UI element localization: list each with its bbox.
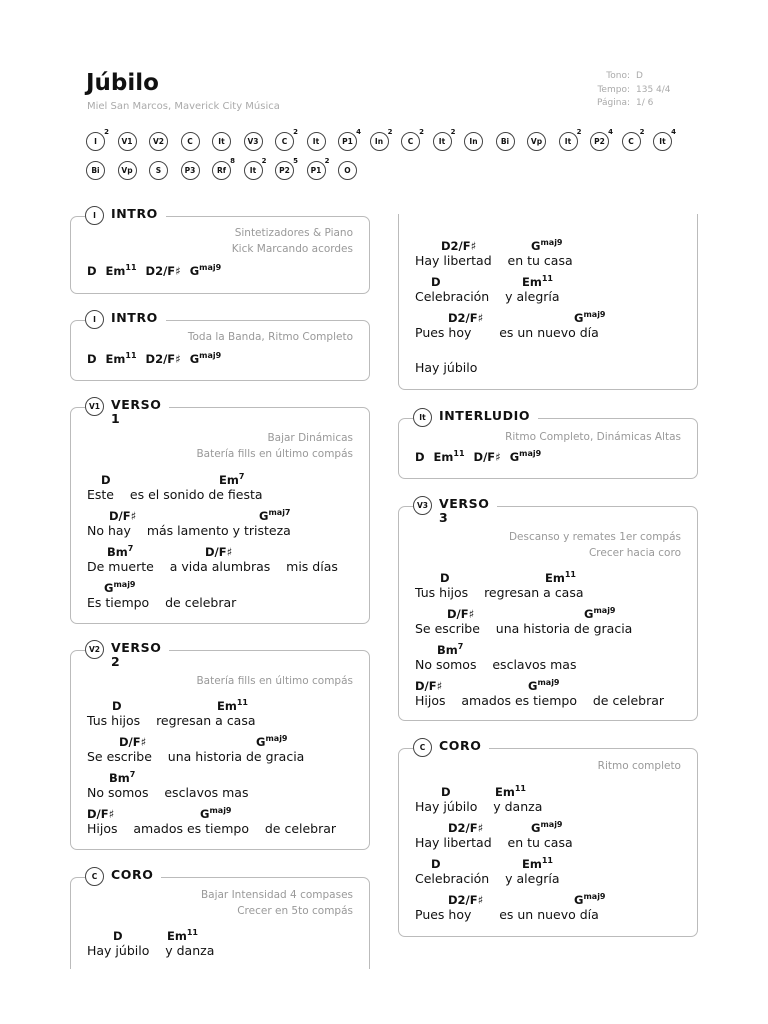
section-notes xyxy=(509,529,681,561)
meta-key-value: D xyxy=(636,71,643,81)
section-note: Bajar Dinámicas xyxy=(267,432,353,444)
section-icon: I xyxy=(85,310,104,329)
song-meta xyxy=(596,70,671,111)
chord-extension: 11 xyxy=(236,698,248,707)
section-note: Ritmo completo xyxy=(597,760,681,772)
section-verse xyxy=(70,640,370,850)
chord xyxy=(87,352,97,366)
roadmap-chip-label: P2 xyxy=(594,137,605,146)
chord-root: G xyxy=(528,679,538,693)
lyric-text: Hay júbilo y danza xyxy=(415,799,543,814)
section-note: Descanso y remates 1er compás xyxy=(508,531,681,543)
chord-root: Em xyxy=(522,275,542,289)
section-note: Crecer en 5to compás xyxy=(237,905,353,917)
section-notes xyxy=(201,887,353,919)
roadmap-chip-label: O xyxy=(344,166,351,175)
section-chorus xyxy=(70,867,370,969)
roadmap-section-chip[interactable] xyxy=(212,157,235,180)
chord-extension: maj9 xyxy=(540,238,563,247)
roadmap-section-chip[interactable] xyxy=(181,132,200,151)
chord-line xyxy=(415,449,550,464)
section-icon: V2 xyxy=(85,640,104,659)
meta-tempo-label: Tempo: xyxy=(597,84,630,95)
roadmap-chip-repeat: 2 xyxy=(639,128,645,136)
section-title: INTERLUDIO xyxy=(439,408,531,423)
chord xyxy=(259,508,291,523)
chord-root: D2/F♯ xyxy=(448,893,484,907)
chord xyxy=(167,928,198,943)
chord-root: G xyxy=(584,607,594,621)
chord-root: D xyxy=(431,275,441,289)
roadmap-chip-repeat: 4 xyxy=(671,128,676,136)
lyric-text: Hay libertad en tu casa xyxy=(415,253,573,268)
lyric-text: Es tiempo de celebrar xyxy=(87,595,237,610)
roadmap-chip-label: V3 xyxy=(247,137,259,146)
roadmap-chip-label: Bi xyxy=(500,137,510,146)
chord-root: G xyxy=(509,450,520,464)
chord xyxy=(510,450,542,464)
lyric-text: Tus hijos regresan a casa xyxy=(87,713,256,728)
chord-root: D/F♯ xyxy=(119,735,147,749)
section-note: Ritmo Completo, Dinámicas Altas xyxy=(505,431,681,443)
chord xyxy=(205,544,232,559)
chord-root: Em xyxy=(495,785,515,799)
section-title: VERSO xyxy=(439,496,490,511)
chord xyxy=(431,856,441,871)
song-roadmap xyxy=(86,130,686,188)
section-header xyxy=(85,640,169,669)
section-notes xyxy=(196,430,353,462)
chord-root: Em xyxy=(217,699,237,713)
section-intro xyxy=(70,310,370,381)
chord-root: D xyxy=(101,473,111,487)
chord xyxy=(431,274,441,289)
section-note: Bajar Intensidad 4 compases xyxy=(200,889,353,901)
chord-root: D xyxy=(112,699,122,713)
chord-root: D xyxy=(441,785,451,799)
chord-root: Em xyxy=(105,352,126,366)
meta-page-value: 1/ 6 xyxy=(636,98,654,108)
roadmap-chip-repeat: 2 xyxy=(419,128,424,136)
chord xyxy=(415,450,425,464)
chord xyxy=(101,472,111,487)
roadmap-chip-label: It xyxy=(659,137,666,146)
lyric-text: Pues hoy es un nuevo día xyxy=(415,325,599,340)
chord xyxy=(448,892,483,907)
lyric-text: Se escribe una historia de gracia xyxy=(415,621,633,636)
chord xyxy=(531,238,563,253)
chord xyxy=(584,606,616,621)
chord-extension: maj9 xyxy=(199,351,222,360)
roadmap-section-chip[interactable] xyxy=(307,157,330,180)
roadmap-chip-repeat: 2 xyxy=(293,128,298,136)
chord-root: Em xyxy=(219,473,239,487)
section-header xyxy=(85,867,161,886)
roadmap-chip-repeat: 8 xyxy=(230,157,235,165)
chord xyxy=(112,698,122,713)
section-note: Batería fills en último compás xyxy=(196,448,353,460)
section-notes xyxy=(196,673,353,689)
chord-extension: maj9 xyxy=(583,892,606,901)
roadmap-section-chip[interactable] xyxy=(338,128,361,151)
section-note: Kick Marcando acordes xyxy=(231,243,353,255)
section-chorus-continued xyxy=(398,214,698,390)
chord-extension: maj7 xyxy=(268,508,291,517)
chord-root: G xyxy=(531,821,541,835)
roadmap-section-chip[interactable] xyxy=(401,128,424,151)
chord-root: G xyxy=(259,509,269,523)
section-notes xyxy=(232,225,353,257)
chord-root: D xyxy=(431,857,441,871)
chord-root: D2/F♯ xyxy=(441,239,477,253)
roadmap-section-chip[interactable] xyxy=(496,132,515,151)
section-verse xyxy=(398,496,698,721)
roadmap-chip-repeat: 2 xyxy=(261,157,267,165)
roadmap-section-chip[interactable] xyxy=(212,132,231,151)
section-header xyxy=(85,206,166,225)
chord-root: D/F♯ xyxy=(109,509,137,523)
lyric-text: No somos esclavos mas xyxy=(415,657,577,672)
section-intro xyxy=(70,206,370,294)
roadmap-section-chip[interactable] xyxy=(244,157,267,180)
chord-extension: maj9 xyxy=(265,734,288,743)
roadmap-chip-label: C xyxy=(187,137,193,146)
roadmap-chip-repeat: 2 xyxy=(387,128,393,136)
chord xyxy=(106,352,137,366)
chord-extension: 11 xyxy=(186,928,198,937)
roadmap-chip-repeat: 4 xyxy=(356,128,361,136)
chord-root: G xyxy=(189,352,200,366)
chord xyxy=(522,856,553,871)
section-number: 2 xyxy=(111,654,121,669)
chord-root: G xyxy=(574,311,584,325)
chord-root: Em xyxy=(522,857,542,871)
chord-root: G xyxy=(256,735,266,749)
chord xyxy=(441,784,451,799)
chord xyxy=(256,734,288,749)
section-icon: It xyxy=(413,408,432,427)
chord-root: G xyxy=(104,581,114,595)
roadmap-chip-repeat: 2 xyxy=(324,157,330,165)
chord xyxy=(448,310,483,325)
chord xyxy=(434,450,465,464)
chord xyxy=(574,892,606,907)
lyric-text: Celebración y alegría xyxy=(415,289,560,304)
roadmap-chip-repeat: 4 xyxy=(608,128,613,136)
chord xyxy=(106,264,137,278)
section-name xyxy=(439,739,481,753)
chord-root: Em xyxy=(545,571,565,585)
chord xyxy=(531,820,563,835)
section-interlude xyxy=(398,408,698,479)
chord xyxy=(200,806,232,821)
chord-root: D/F♯ xyxy=(447,607,475,621)
lyric-text: No somos esclavos mas xyxy=(87,785,249,800)
roadmap-chip-label: Bi xyxy=(91,166,100,175)
chord-extension: 11 xyxy=(564,570,576,579)
section-header xyxy=(85,397,169,426)
section-header xyxy=(413,738,489,757)
chord-extension: 11 xyxy=(541,274,553,283)
roadmap-section-chip[interactable] xyxy=(181,161,200,180)
chord xyxy=(545,570,576,585)
chord-root: D xyxy=(87,264,97,278)
chord xyxy=(146,264,181,278)
chord-extension: 11 xyxy=(125,351,137,360)
roadmap-section-chip[interactable] xyxy=(149,161,168,180)
chord-root: Bm xyxy=(437,643,458,657)
roadmap-chip-repeat: 5 xyxy=(293,157,298,165)
lyric-text: Hijos amados es tiempo de celebrar xyxy=(415,693,665,708)
section-title: VERSO xyxy=(111,397,162,412)
chord xyxy=(574,310,606,325)
chord-extension: 7 xyxy=(457,642,464,651)
chord xyxy=(190,264,222,278)
roadmap-chip-label: P1 xyxy=(310,166,322,175)
chord xyxy=(217,698,248,713)
roadmap-section-chip[interactable] xyxy=(464,132,483,151)
roadmap-section-chip[interactable] xyxy=(244,132,263,151)
lyric-text: No hay más lamento y tristeza xyxy=(87,523,291,538)
section-header xyxy=(85,310,166,329)
section-title: VERSO xyxy=(111,640,162,655)
chord xyxy=(495,784,526,799)
section-note: Toda la Banda, Ritmo Completo xyxy=(187,331,353,343)
roadmap-chip-label: S xyxy=(155,166,162,175)
roadmap-section-chip[interactable] xyxy=(86,161,105,180)
roadmap-section-chip[interactable] xyxy=(527,132,546,151)
section-name xyxy=(111,868,153,882)
section-header xyxy=(413,408,538,427)
section-notes xyxy=(505,429,681,445)
roadmap-chip-label: It xyxy=(218,137,225,146)
chord-root: Bm xyxy=(107,545,128,559)
chord-extension: 7 xyxy=(127,544,134,553)
lyric-text: Hijos amados es tiempo de celebrar xyxy=(87,821,337,836)
chord xyxy=(113,928,123,943)
section-icon: C xyxy=(413,738,432,757)
section-number: 1 xyxy=(111,411,121,426)
lyric-text: De muerte a vida alumbras mis días xyxy=(87,559,338,574)
chord xyxy=(437,642,463,657)
chord-extension: maj9 xyxy=(540,820,563,829)
section-name xyxy=(439,409,530,423)
roadmap-row xyxy=(86,130,686,159)
chord xyxy=(119,734,146,749)
roadmap-chip-label: C xyxy=(407,137,414,146)
roadmap-chip-label: Vp xyxy=(121,166,133,175)
lyric-text: Hay júbilo y danza xyxy=(87,943,215,958)
roadmap-chip-label: C xyxy=(628,137,634,146)
roadmap-section-chip[interactable] xyxy=(370,128,393,151)
section-icon: V3 xyxy=(413,496,432,515)
chord-root: D2/F♯ xyxy=(448,311,484,325)
chord-root: D2/F♯ xyxy=(448,821,484,835)
roadmap-chip-label: In xyxy=(374,137,384,146)
roadmap-chip-label: P2 xyxy=(279,166,290,175)
roadmap-chip-label: P1 xyxy=(342,137,353,146)
chord-root: D xyxy=(113,929,123,943)
chord xyxy=(415,678,442,693)
chord-root: D/F♯ xyxy=(87,807,115,821)
section-chorus xyxy=(398,738,698,937)
roadmap-chip-label: Rf xyxy=(216,166,227,175)
chord-root: Bm xyxy=(109,771,130,785)
lyric-text: Hay libertad en tu casa xyxy=(415,835,573,850)
chord xyxy=(87,806,114,821)
roadmap-chip-label: It xyxy=(438,137,446,146)
chord-extension: maj9 xyxy=(113,580,136,589)
chord-root: D2/F♯ xyxy=(145,352,181,366)
section-title: INTRO xyxy=(111,206,158,221)
chord xyxy=(448,820,483,835)
section-icon: C xyxy=(85,867,104,886)
chord-extension: maj9 xyxy=(209,806,232,815)
section-title: CORO xyxy=(111,867,154,882)
roadmap-chip-label: I xyxy=(94,137,97,146)
chord-root: D/F♯ xyxy=(473,450,501,464)
lyric-text: Este es el sonido de fiesta xyxy=(87,487,263,502)
roadmap-section-chip[interactable] xyxy=(275,128,298,151)
roadmap-section-chip[interactable] xyxy=(118,132,137,151)
roadmap-chip-label: V2 xyxy=(152,137,165,146)
lyric-text: Se escribe una historia de gracia xyxy=(87,749,305,764)
roadmap-section-chip[interactable] xyxy=(653,128,676,151)
meta-tempo-value: 135 4/4 xyxy=(636,84,671,95)
chord xyxy=(146,352,181,366)
chord-root: G xyxy=(574,893,584,907)
section-note: Batería fills en último compás xyxy=(196,675,353,687)
roadmap-chip-label: C xyxy=(281,137,288,146)
section-notes xyxy=(188,329,353,345)
roadmap-row xyxy=(86,159,686,188)
chord xyxy=(87,264,97,278)
chord-extension: maj9 xyxy=(199,263,222,272)
roadmap-chip-label: It xyxy=(312,137,320,146)
chord-extension: 11 xyxy=(125,263,137,272)
chord xyxy=(522,274,553,289)
chord-root: D xyxy=(415,450,425,464)
chord xyxy=(440,570,450,585)
roadmap-chip-label: It xyxy=(249,166,257,175)
section-name xyxy=(111,398,161,426)
roadmap-chip-label: V1 xyxy=(121,137,133,146)
section-number: 3 xyxy=(439,510,449,525)
chord-extension: maj9 xyxy=(583,310,606,319)
chord xyxy=(219,472,244,487)
roadmap-chip-label: It xyxy=(564,137,572,146)
roadmap-section-chip[interactable] xyxy=(590,128,613,151)
chord xyxy=(107,544,133,559)
chord-extension: 11 xyxy=(541,856,553,865)
roadmap-chip-label: In xyxy=(469,137,478,146)
lyric-text: Pues hoy es un nuevo día xyxy=(415,907,599,922)
roadmap-chip-label: Vp xyxy=(530,137,543,146)
chord-root: D xyxy=(87,352,97,366)
chord xyxy=(528,678,560,693)
chord xyxy=(104,580,136,595)
chord-extension: 11 xyxy=(453,449,465,458)
chord xyxy=(109,770,135,785)
chord-extension: maj9 xyxy=(519,449,542,458)
chord-root: Em xyxy=(433,450,454,464)
song-artists: Miel San Marcos, Maverick City Música xyxy=(87,101,280,112)
section-header xyxy=(413,496,497,525)
chord-root: G xyxy=(200,807,210,821)
section-verse xyxy=(70,397,370,624)
chord-root: D/F♯ xyxy=(205,545,233,559)
section-notes xyxy=(598,758,681,774)
chord-extension: maj9 xyxy=(593,606,616,615)
lyric-text: Celebración y alegría xyxy=(415,871,560,886)
chord xyxy=(441,238,476,253)
chord-root: D2/F♯ xyxy=(145,264,181,278)
chord xyxy=(474,450,501,464)
roadmap-section-chip[interactable] xyxy=(149,132,168,151)
chord xyxy=(109,508,136,523)
roadmap-section-chip[interactable] xyxy=(433,128,456,151)
meta-key-label: Tono: xyxy=(606,71,630,81)
chord-root: G xyxy=(531,239,541,253)
chord-root: Em xyxy=(167,929,187,943)
roadmap-section-chip[interactable] xyxy=(622,128,645,151)
chord xyxy=(447,606,474,621)
roadmap-chip-repeat: 2 xyxy=(576,128,582,136)
section-note: Crecer hacia coro xyxy=(588,547,681,559)
roadmap-chip-repeat: 2 xyxy=(450,128,456,136)
roadmap-section-chip[interactable] xyxy=(338,161,357,180)
section-icon: I xyxy=(85,206,104,225)
lyric-text: Hay júbilo xyxy=(415,360,478,375)
roadmap-section-chip[interactable] xyxy=(307,132,326,151)
chord-extension: maj9 xyxy=(537,678,560,687)
chord-root: D/F♯ xyxy=(415,679,443,693)
roadmap-section-chip[interactable] xyxy=(275,157,298,180)
roadmap-chip-repeat: 2 xyxy=(104,128,109,136)
roadmap-section-chip[interactable] xyxy=(559,128,582,151)
song-title: Júbilo xyxy=(86,70,159,96)
chord-line xyxy=(87,263,230,278)
section-icon: V1 xyxy=(85,397,104,416)
chord-extension: 11 xyxy=(514,784,526,793)
chord-root: Em xyxy=(105,264,126,278)
chord-extension: 7 xyxy=(238,472,245,481)
roadmap-chip-label: P3 xyxy=(184,166,196,175)
section-name xyxy=(111,311,158,325)
section-title: INTRO xyxy=(111,310,158,325)
meta-page-label: Página: xyxy=(596,98,630,108)
section-note: Sintetizadores & Piano xyxy=(234,227,353,239)
chord xyxy=(190,352,222,366)
chord-extension: 7 xyxy=(129,770,136,779)
lyric-text: Tus hijos regresan a casa xyxy=(415,585,584,600)
section-name xyxy=(111,207,158,221)
roadmap-section-chip[interactable] xyxy=(118,161,137,180)
roadmap-section-chip[interactable] xyxy=(86,128,109,151)
section-title: CORO xyxy=(439,738,482,753)
chord-root: D xyxy=(440,571,450,585)
chord-root: G xyxy=(189,264,200,278)
section-name xyxy=(111,641,161,669)
section-name xyxy=(439,497,489,525)
chord-line xyxy=(87,351,230,366)
